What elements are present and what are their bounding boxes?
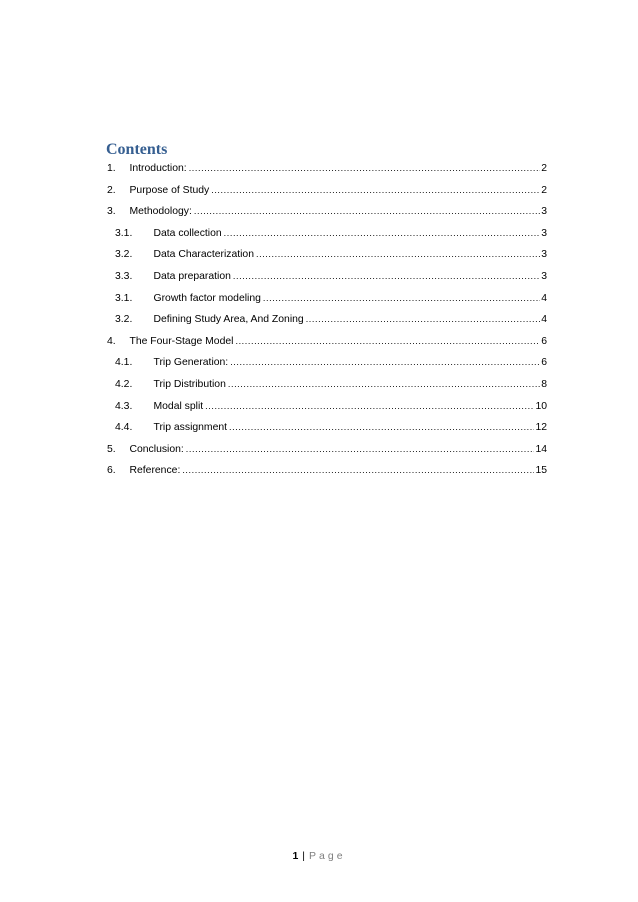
toc-entry-page-number[interactable]: 12 bbox=[535, 422, 547, 434]
toc-entry[interactable] bbox=[107, 374, 547, 396]
toc-entry-page-number[interactable]: 4 bbox=[541, 314, 547, 326]
toc-entry-page-number[interactable]: 3 bbox=[541, 227, 547, 239]
toc-entry-number: 3.2. bbox=[115, 314, 133, 326]
toc-list bbox=[107, 158, 547, 482]
toc-entry[interactable] bbox=[107, 460, 547, 482]
toc-entry-number: 4.4. bbox=[115, 422, 133, 434]
toc-entry[interactable] bbox=[107, 201, 547, 223]
page-footer bbox=[0, 850, 638, 862]
toc-entry-page-number[interactable]: 6 bbox=[541, 357, 547, 369]
toc-entry-text[interactable]: The Four-Stage Model bbox=[129, 335, 234, 347]
toc-entry-text[interactable]: Reference: bbox=[129, 465, 181, 477]
toc-entry-text[interactable]: Trip Distribution bbox=[153, 378, 226, 390]
toc-entry-number: 3.1. bbox=[115, 292, 133, 304]
toc-entry-page-number[interactable]: 14 bbox=[535, 443, 547, 455]
toc-entry[interactable] bbox=[107, 180, 547, 202]
footer-separator: | bbox=[302, 850, 306, 862]
toc-dot-leader bbox=[194, 201, 540, 223]
toc-entry-number: 3.2. bbox=[115, 249, 133, 261]
toc-entry[interactable] bbox=[107, 288, 547, 310]
toc-dot-leader bbox=[256, 244, 540, 266]
toc-entry-page-number[interactable]: 2 bbox=[541, 184, 547, 196]
toc-entry-text[interactable]: Trip assignment bbox=[153, 422, 228, 434]
toc-entry-number: 2. bbox=[107, 184, 116, 196]
toc-entry-page-number[interactable]: 6 bbox=[541, 335, 547, 347]
toc-entry-number: 3.1. bbox=[115, 227, 133, 239]
toc-entry-number: 5. bbox=[107, 443, 116, 455]
toc-entry-number: 1. bbox=[107, 163, 116, 174]
toc-entry-text[interactable]: Growth factor modeling bbox=[153, 292, 261, 304]
toc-entry-page-number[interactable]: 8 bbox=[541, 378, 547, 390]
toc-dot-leader bbox=[229, 417, 534, 439]
toc-entry-number: 4.2. bbox=[115, 378, 133, 390]
toc-dot-leader bbox=[306, 309, 541, 331]
toc-entry[interactable] bbox=[107, 158, 547, 180]
toc-dot-leader bbox=[189, 158, 541, 180]
toc-dot-leader bbox=[233, 266, 540, 288]
toc-dot-leader bbox=[186, 439, 535, 461]
toc-entry-page-number[interactable]: 3 bbox=[541, 270, 547, 282]
toc-dot-leader bbox=[205, 396, 534, 418]
toc-entry-number: 3.3. bbox=[115, 270, 133, 282]
toc-entry-number: 3. bbox=[107, 206, 116, 218]
toc-dot-leader bbox=[230, 352, 540, 374]
toc-entry-text[interactable]: Data collection bbox=[153, 227, 222, 239]
toc-entry-text[interactable]: Trip Generation: bbox=[153, 357, 229, 369]
toc-entry[interactable] bbox=[107, 331, 547, 353]
toc-entry-page-number[interactable]: 4 bbox=[541, 292, 547, 304]
toc-entry-number: 4.1. bbox=[115, 357, 133, 369]
toc-entry-text[interactable]: Data Characterization bbox=[153, 249, 254, 261]
toc-entry-number: 4.3. bbox=[115, 400, 133, 412]
toc-entry-page-number[interactable]: 2 bbox=[541, 163, 547, 174]
page-label: Page bbox=[309, 850, 346, 862]
toc-entry-text[interactable]: Defining Study Area, And Zoning bbox=[153, 314, 304, 326]
toc-entry[interactable] bbox=[107, 266, 547, 288]
toc-entry[interactable] bbox=[107, 352, 547, 374]
toc-dot-leader bbox=[235, 331, 540, 353]
toc-entry-page-number[interactable]: 10 bbox=[535, 400, 547, 412]
toc-entry-page-number[interactable]: 3 bbox=[541, 206, 547, 218]
toc-entry-text[interactable]: Modal split bbox=[153, 400, 204, 412]
toc-entry-text[interactable]: Conclusion: bbox=[129, 443, 184, 455]
toc-entry-text[interactable]: Methodology: bbox=[129, 206, 192, 218]
toc-entry-page-number[interactable]: 15 bbox=[535, 465, 547, 477]
toc-entry[interactable] bbox=[107, 439, 547, 461]
toc-entry[interactable] bbox=[107, 223, 547, 245]
toc-entry-text[interactable]: Introduction: bbox=[129, 163, 187, 174]
page-number: 1 bbox=[292, 850, 299, 862]
toc-entry[interactable] bbox=[107, 417, 547, 439]
toc-dot-leader bbox=[228, 374, 540, 396]
toc-title: Contents bbox=[106, 141, 168, 158]
toc-dot-leader bbox=[263, 288, 540, 310]
toc-dot-leader bbox=[224, 223, 541, 245]
toc-entry-page-number[interactable]: 3 bbox=[541, 249, 547, 261]
toc-entry[interactable] bbox=[107, 309, 547, 331]
toc-dot-leader bbox=[211, 180, 540, 202]
toc-entry-number: 4. bbox=[107, 335, 116, 347]
toc-dot-leader bbox=[182, 460, 534, 482]
toc-entry-text[interactable]: Purpose of Study bbox=[129, 184, 210, 196]
toc-entry-number: 6. bbox=[107, 465, 116, 477]
toc-entry-text[interactable]: Data preparation bbox=[153, 270, 231, 282]
toc-entry[interactable] bbox=[107, 244, 547, 266]
toc-entry[interactable] bbox=[107, 396, 547, 418]
